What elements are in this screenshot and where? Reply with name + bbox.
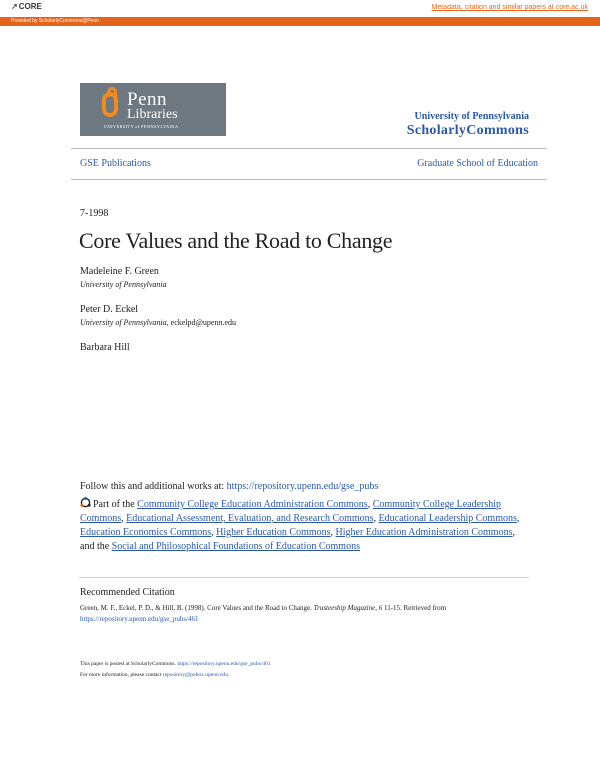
author-affiliation: University of Pennsylvania, eckelpd@upenn.edu: [80, 318, 236, 327]
discipline-link[interactable]: Higher Education Commons: [216, 527, 331, 538]
discipline-link[interactable]: Educational Leadership Commons: [378, 513, 517, 524]
provided-by-text: Provided by ScholarlyCommons@Penn: [11, 18, 99, 24]
author-name: Barbara Hill: [80, 342, 130, 353]
provided-by-bar: [0, 17, 600, 26]
discipline-link[interactable]: Educational Assessment, Evaluation, and Research Commons: [126, 513, 374, 524]
network-icon: [80, 497, 91, 508]
author-affiliation: University of Pennsylvania: [80, 280, 167, 289]
contact-email-link[interactable]: repository@pobox.upenn.edu: [162, 672, 229, 678]
author-email[interactable]: , eckelpd@upenn.edu: [166, 318, 236, 327]
core-topbar: [0, 0, 600, 17]
recommended-citation-heading: Recommended Citation: [80, 587, 175, 598]
gse-publications-link[interactable]: GSE Publications: [80, 158, 151, 169]
penn-libraries-logo[interactable]: [80, 83, 226, 136]
discipline-link[interactable]: Social and Philosophical Foundations of Education Commons: [111, 541, 360, 552]
paper-title: Core Values and the Road to Change: [79, 228, 393, 253]
author-name: Peter D. Eckel: [80, 304, 139, 315]
divider: [79, 577, 529, 578]
follow-line: Follow this and additional works at: https://repository.upenn.edu/gse_pubs: [80, 481, 379, 492]
discipline-link[interactable]: Education Economics Commons: [80, 527, 212, 538]
part-of-disciplines: Part of the Community College Education Administration Commons, Community College Leadership Commons, Educational Assessment, Evaluation, and Research Commons, Educational Leadership Commons, Education Economics Commons, Higher Education Commons, Higher Education Administration Commons, and the Social and Philosophical Foundations of Education Commons: [80, 499, 520, 552]
core-logo[interactable]: [11, 2, 42, 11]
author-name: Madeleine F. Green: [80, 266, 159, 277]
graduate-school-link[interactable]: Graduate School of Education: [417, 158, 538, 169]
divider: [71, 148, 547, 149]
posted-notice: This paper is posted at ScholarlyCommons. https://repository.upenn.edu/gse_pubs/461: [80, 661, 271, 667]
university-name[interactable]: University of Pennsylvania: [414, 111, 529, 122]
discipline-link[interactable]: Higher Education Administration Commons: [335, 527, 513, 538]
contact-notice: For more information, please contact repository@pobox.upenn.edu.: [80, 672, 230, 678]
posted-url-link[interactable]: https://repository.upenn.edu/gse_pubs/461: [177, 661, 271, 667]
core-label: CORE: [18, 2, 42, 11]
repository-link[interactable]: https://repository.upenn.edu/gse_pubs: [226, 481, 379, 492]
scholarlycommons-title[interactable]: ScholarlyCommons: [406, 123, 529, 138]
citation-url-link[interactable]: https://repository.upenn.edu/gse_pubs/461: [80, 615, 199, 623]
core-icon: ↗: [11, 2, 18, 11]
discipline-link[interactable]: Community College Leadership Commons: [80, 499, 502, 524]
core-metadata-link[interactable]: Metadata, citation and similar papers at core.ac.uk: [431, 4, 588, 11]
citation-text: Green, M. F., Eckel, P. D., & Hill, B. (1998). Core Values and the Road to Change. Trusteeship Magazine, 6 11-15. Retrieved from https://repository.upenn.edu/gse_pubs/461: [80, 604, 447, 623]
divider: [71, 179, 547, 180]
logo-university-text: UNIVERSITY of PENNSYLVANIA: [104, 124, 179, 129]
logo-libraries-text: Libraries: [127, 107, 178, 122]
publication-date: 7-1998: [80, 208, 109, 219]
logo-penn-text: Penn: [127, 89, 167, 110]
discipline-link[interactable]: Community College Education Administration Commons: [137, 499, 368, 510]
